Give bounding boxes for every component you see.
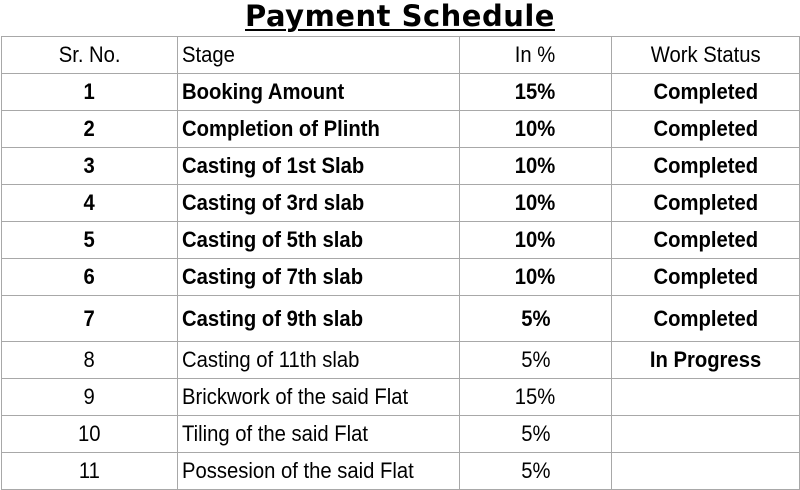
cell-sr-no: 6 (2, 259, 178, 296)
cell-stage: Booking Amount (178, 74, 460, 111)
header-percent: In % (460, 37, 612, 74)
cell-sr-no: 10 (2, 416, 178, 453)
page-title-text: Payment Schedule (245, 0, 555, 33)
cell-stage: Possesion of the said Flat (178, 453, 460, 490)
cell-sr-no: 2 (2, 111, 178, 148)
cell-percent: 10% (460, 259, 612, 296)
cell-stage: Casting of 9th slab (178, 296, 460, 342)
cell-stage: Casting of 3rd slab (178, 185, 460, 222)
cell-percent: 5% (460, 296, 612, 342)
table-row (2, 222, 800, 259)
header-stage: Stage (178, 37, 460, 74)
table-row (2, 453, 800, 490)
header-work-status: Work Status (612, 37, 800, 74)
table-row (2, 416, 800, 453)
cell-sr-no: 7 (2, 296, 178, 342)
cell-stage: Casting of 11th slab (178, 342, 460, 379)
cell-work-status: Completed (612, 296, 800, 342)
cell-stage: Completion of Plinth (178, 111, 460, 148)
table-row (2, 342, 800, 379)
cell-sr-no: 3 (2, 148, 178, 185)
cell-percent: 10% (460, 185, 612, 222)
cell-work-status: In Progress (612, 342, 800, 379)
cell-stage: Casting of 5th slab (178, 222, 460, 259)
cell-sr-no: 5 (2, 222, 178, 259)
cell-work-status: Completed (612, 74, 800, 111)
table-row (2, 379, 800, 416)
cell-work-status: Completed (612, 222, 800, 259)
cell-percent: 5% (460, 453, 612, 490)
cell-work-status: Completed (612, 111, 800, 148)
cell-work-status (612, 453, 800, 490)
cell-work-status: Completed (612, 185, 800, 222)
cell-percent: 10% (460, 111, 612, 148)
payment-schedule-table (1, 36, 800, 490)
cell-sr-no: 9 (2, 379, 178, 416)
cell-work-status: Completed (612, 259, 800, 296)
cell-stage: Casting of 1st Slab (178, 148, 460, 185)
cell-sr-no: 11 (2, 453, 178, 490)
header-sr-no: Sr. No. (2, 37, 178, 74)
cell-percent: 5% (460, 342, 612, 379)
cell-sr-no: 1 (2, 74, 178, 111)
cell-percent: 10% (460, 148, 612, 185)
cell-percent: 15% (460, 379, 612, 416)
table-row (2, 259, 800, 296)
cell-stage: Casting of 7th slab (178, 259, 460, 296)
table-row (2, 74, 800, 111)
cell-work-status (612, 416, 800, 453)
cell-sr-no: 4 (2, 185, 178, 222)
cell-stage: Brickwork of the said Flat (178, 379, 460, 416)
table-row (2, 111, 800, 148)
table-row (2, 185, 800, 222)
cell-sr-no: 8 (2, 342, 178, 379)
cell-percent: 10% (460, 222, 612, 259)
cell-percent: 15% (460, 74, 612, 111)
table-header-row (2, 37, 800, 74)
cell-work-status: Completed (612, 148, 800, 185)
cell-percent: 5% (460, 416, 612, 453)
cell-work-status (612, 379, 800, 416)
page-title (0, 0, 800, 34)
table-row (2, 296, 800, 342)
table-row (2, 148, 800, 185)
cell-stage: Tiling of the said Flat (178, 416, 460, 453)
